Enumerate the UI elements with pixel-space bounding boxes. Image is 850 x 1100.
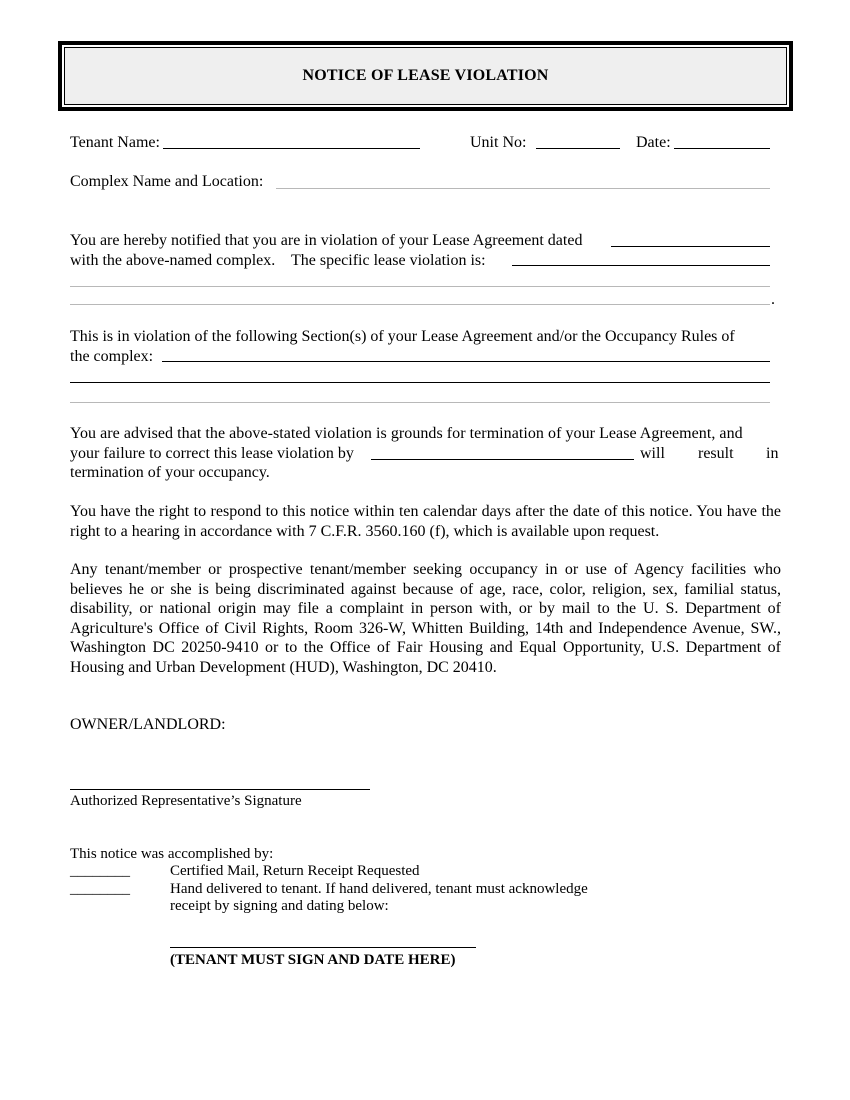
complex-label: Complex Name and Location: (70, 173, 264, 190)
title-box (58, 41, 793, 111)
hand-delivered-blank[interactable]: ________ (70, 881, 130, 897)
violation-line-2: with the above-named complex. The specific lease violation is: (70, 252, 486, 269)
sections-field-2[interactable] (70, 382, 770, 383)
advised-word-will: will (640, 445, 665, 462)
tenant-signature-line[interactable] (170, 947, 476, 948)
discrimination-paragraph: Any tenant/member or prospective tenant/member seeking occupancy in or use of Agency facilities who believes he or she is being discriminated against because of age, race, color, religion, sex, familial status, disability, or national origin may file a complaint in person with, or by mail to the U. S. Department of Agriculture's Office of Civil Rights, Room 326-W, Whitten Building, 14th and Independence Avenue, SW., Washington DC 20250-9410 or to the Office of Fair Housing and Equal Opportunity, U.S. Department of Housing and Urban Development (HUD), Washington, DC 20410. (70, 561, 781, 676)
sections-field-1[interactable] (162, 361, 770, 362)
date-field[interactable] (674, 148, 770, 149)
certified-mail-blank[interactable]: ________ (70, 863, 130, 879)
advised-word-in: in (766, 445, 779, 462)
violation-line-1: You are hereby notified that you are in violation of your Lease Agreement dated (70, 232, 583, 249)
title-inner (64, 47, 787, 105)
lease-date-field[interactable] (611, 246, 770, 247)
hand-delivered-option-line-2: receipt by signing and dating below: (170, 898, 389, 914)
complex-field[interactable] (276, 188, 770, 189)
unit-no-field[interactable] (536, 148, 620, 149)
violation-field-1[interactable] (512, 265, 770, 266)
advised-line-2: your failure to correct this lease violation by (70, 445, 354, 462)
signature-label: Authorized Representative’s Signature (70, 793, 302, 809)
advised-line-3: termination of your occupancy. (70, 464, 270, 481)
tenant-name-label: Tenant Name: (70, 134, 160, 151)
page-title: NOTICE OF LEASE VIOLATION (302, 67, 549, 84)
sections-line-2: the complex: (70, 348, 154, 365)
correct-by-field[interactable] (371, 459, 634, 460)
hand-delivered-option: Hand delivered to tenant. If hand delivered, tenant must acknowledge (170, 881, 588, 897)
accomplished-label: This notice was accomplished by: (70, 846, 274, 862)
certified-mail-option: Certified Mail, Return Receipt Requested (170, 863, 420, 879)
unit-no-label: Unit No: (470, 134, 527, 151)
date-label: Date: (636, 134, 671, 151)
advised-line-1: You are advised that the above-stated violation is grounds for termination of your Lease Agreement, and (70, 425, 743, 442)
sections-line-1: This is in violation of the following Section(s) of your Lease Agreement and/or the Occupancy Rules of (70, 328, 735, 345)
violation-period: . (771, 291, 775, 308)
signature-line[interactable] (70, 789, 370, 790)
violation-field-3[interactable] (70, 304, 770, 305)
tenant-name-field[interactable] (163, 148, 420, 149)
owner-landlord-label: OWNER/LANDLORD: (70, 716, 226, 733)
tenant-sign-label: (TENANT MUST SIGN AND DATE HERE) (170, 952, 456, 968)
violation-field-2[interactable] (70, 286, 770, 287)
right-to-respond-paragraph: You have the right to respond to this notice within ten calendar days after the date of this notice. You have the right to a hearing in accordance with 7 C.F.R. 3560.160 (f), which is available upon request. (70, 503, 781, 540)
sections-field-3[interactable] (70, 402, 770, 403)
advised-word-result: result (698, 445, 734, 462)
